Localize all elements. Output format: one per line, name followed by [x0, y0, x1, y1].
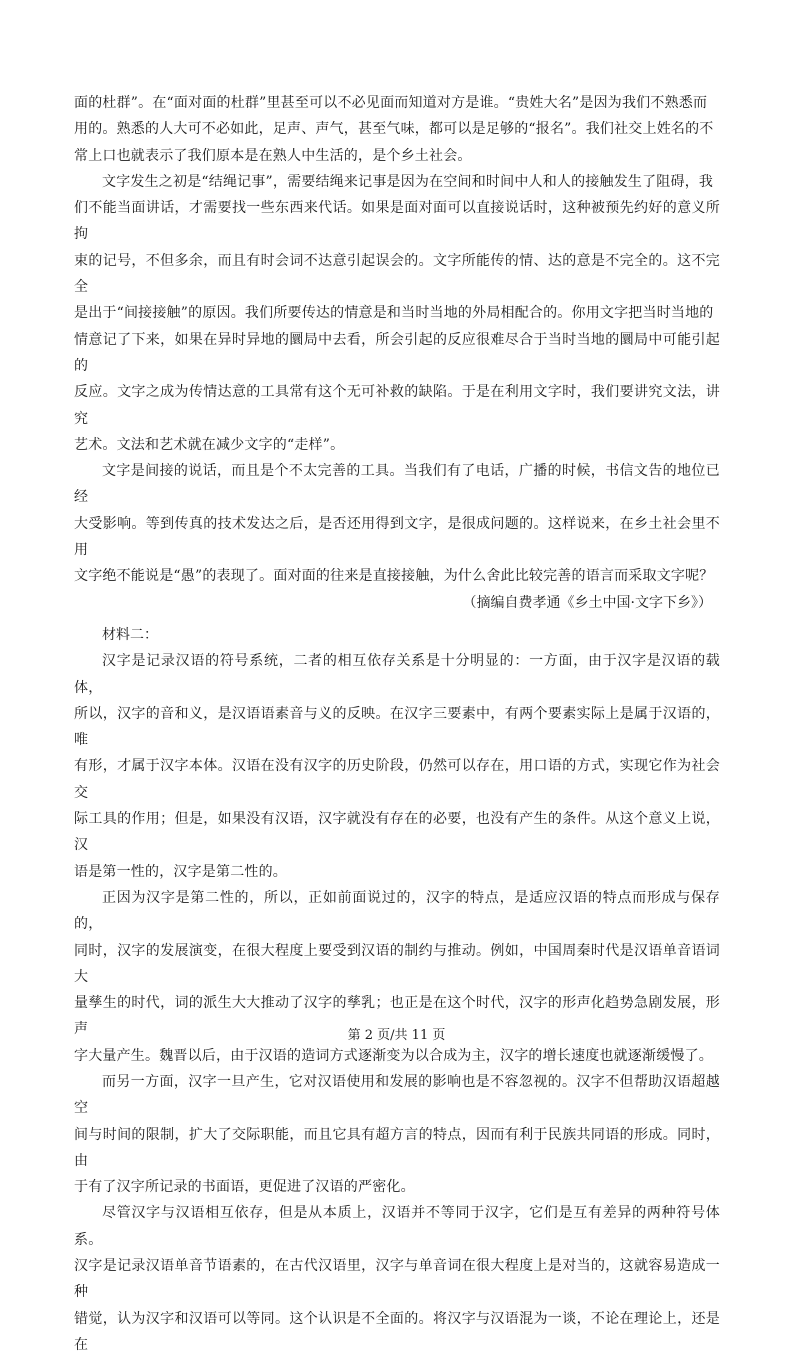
text-line: 艺术。文法和艺术就在减少文字的“走样”。	[74, 436, 345, 453]
text-line: 字大量产生。魏晋以后，由于汉语的造词方式逐渐变为以合成为主，汉字的增长速度也就逐渐缓慢了。	[74, 1047, 713, 1064]
text-line: 束的记号，不但多余，而且有时会词不达意引起误会的。文字所能传的情、达的意是不完全的。这不完全	[74, 252, 720, 296]
text-line: 反应。文字之成为传情达意的工具常有这个无可补救的缺陷。于是在利用文字时，我们要讲究文法，讲究	[74, 384, 720, 427]
paragraph	[74, 1200, 720, 1358]
paragraph	[74, 648, 720, 885]
text-line: 而另一方面，汉字一旦产生，它对汉语使用和发展的影响也是不容忽视的。汉字不但帮助汉语超越空	[74, 1073, 720, 1117]
text-line: 是出于“间接接触”的原因。我们所要传达的情意是和当时当地的外局相配合的。你用文字把当时当地的	[74, 305, 714, 322]
material-one-section	[74, 90, 720, 590]
text-line: 量孳生的时代，词的派生大大推动了汉字的孳乳；也正是在这个时代，汉字的形声化趋势急剧发展，形声	[74, 995, 720, 1038]
text-line: 错觉，认为汉字和汉语可以等同。这个认识是不全面的。将汉字与汉语混为一谈，不论在理论上，还是在	[74, 1310, 720, 1353]
document-body	[74, 90, 720, 1358]
text-line: 常上口也就表示了我们原本是在熟人中生活的，是个乡土社会。	[74, 147, 472, 164]
paragraph	[74, 90, 720, 169]
text-line: 间与时间的限制，扩大了交际职能，而且它具有超方言的特点，因而有利于民族共同语的形成。同时，由	[74, 1126, 720, 1169]
text-line: 面的杜群”。在“面对面的杜群”里甚至可以不必见面而知道对方是谁。“贵姓大名”是因为我们不熟悉而	[74, 95, 708, 111]
text-line: 于有了汉字所记录的书面语，更促进了汉语的严密化。	[74, 1179, 415, 1196]
text-line: 们不能当面讲话，才需要找一些东西来代话。如果是面对面可以直接说话时，这种被预先约好的意义所拘	[74, 200, 720, 243]
paragraph	[74, 458, 720, 589]
text-line: 文字发生之初是“结绳记事”，需要结绳来记事是因为在空间和时间中人和人的接触发生了阻碍，我	[102, 173, 714, 190]
text-line: 汉字是记录汉语的符号系统，二者的相互依存关系是十分明显的：一方面，由于汉字是汉语的载体，	[74, 653, 720, 696]
paragraph	[74, 169, 720, 458]
paragraph	[74, 1069, 720, 1200]
text-line: 有形，才属于汉字本体。汉语在没有汉字的历史阶段，仍然可以存在，用口语的方式，实现它作为社会交	[74, 758, 720, 801]
text-line: 文字绝不能说是“愚”的表现了。面对面的往来是直接接触，为什么舍此比较完善的语言而采取文字呢？	[74, 568, 714, 585]
text-line: 文字是间接的说话，而且是个不太完善的工具。当我们有了电话，广播的时候，书信文告的地位已经	[74, 463, 720, 506]
text-line: 正因为汉字是第二性的，所以，正如前面说过的，汉字的特点，是适应汉语的特点而形成与保存的，	[74, 889, 720, 933]
text-line: 用的。熟悉的人大可不必如此，足声、声气，甚至气味，都可以是足够的“报名”。我们社交上姓名的不	[74, 121, 714, 138]
source-citation: （摘编自费孝通《乡土中国·文字下乡》）	[462, 594, 712, 611]
material-two-section	[74, 648, 720, 1358]
text-line: 汉字是记录汉语单音节语素的，在古代汉语里，汉字与单音词在很大程度上是对当的，这就容易造成一种	[74, 1258, 720, 1301]
text-line: 尽管汉字与汉语相互依存，但是从本质上，汉语并不等同于汉字，它们是互有差异的两种符号体系。	[74, 1205, 720, 1248]
text-line: 所以，汉字的音和义，是汉语语素音与义的反映。在汉字三要素中，有两个要素实际上是属于汉语的，唯	[74, 705, 720, 749]
text-line: 大受影响。等到传真的技术发达之后，是否还用得到文字，是很成问题的。这样说来，在乡土社会里不用	[74, 515, 720, 559]
text-line: 情意记了下来，如果在异时异地的圜局中去看，所会引起的反应很难尽合于当时当地的圜局中可能引起的	[74, 331, 720, 374]
text-line: 际工具的作用；但是，如果没有汉语，汉字就没有存在的必要，也没有产生的条件。从这个意义上说，汉	[74, 811, 720, 854]
material-two-heading: 材料二：	[102, 626, 158, 643]
text-line: 同时，汉字的发展演变，在很大程度上要受到汉语的制约与推动。例如，中国周秦时代是汉语单音语词大	[74, 942, 720, 985]
page-number-footer: 第 2 页/共 11 页	[347, 1028, 446, 1043]
text-line: 语是第一性的，汉字是第二性的。	[74, 863, 287, 880]
